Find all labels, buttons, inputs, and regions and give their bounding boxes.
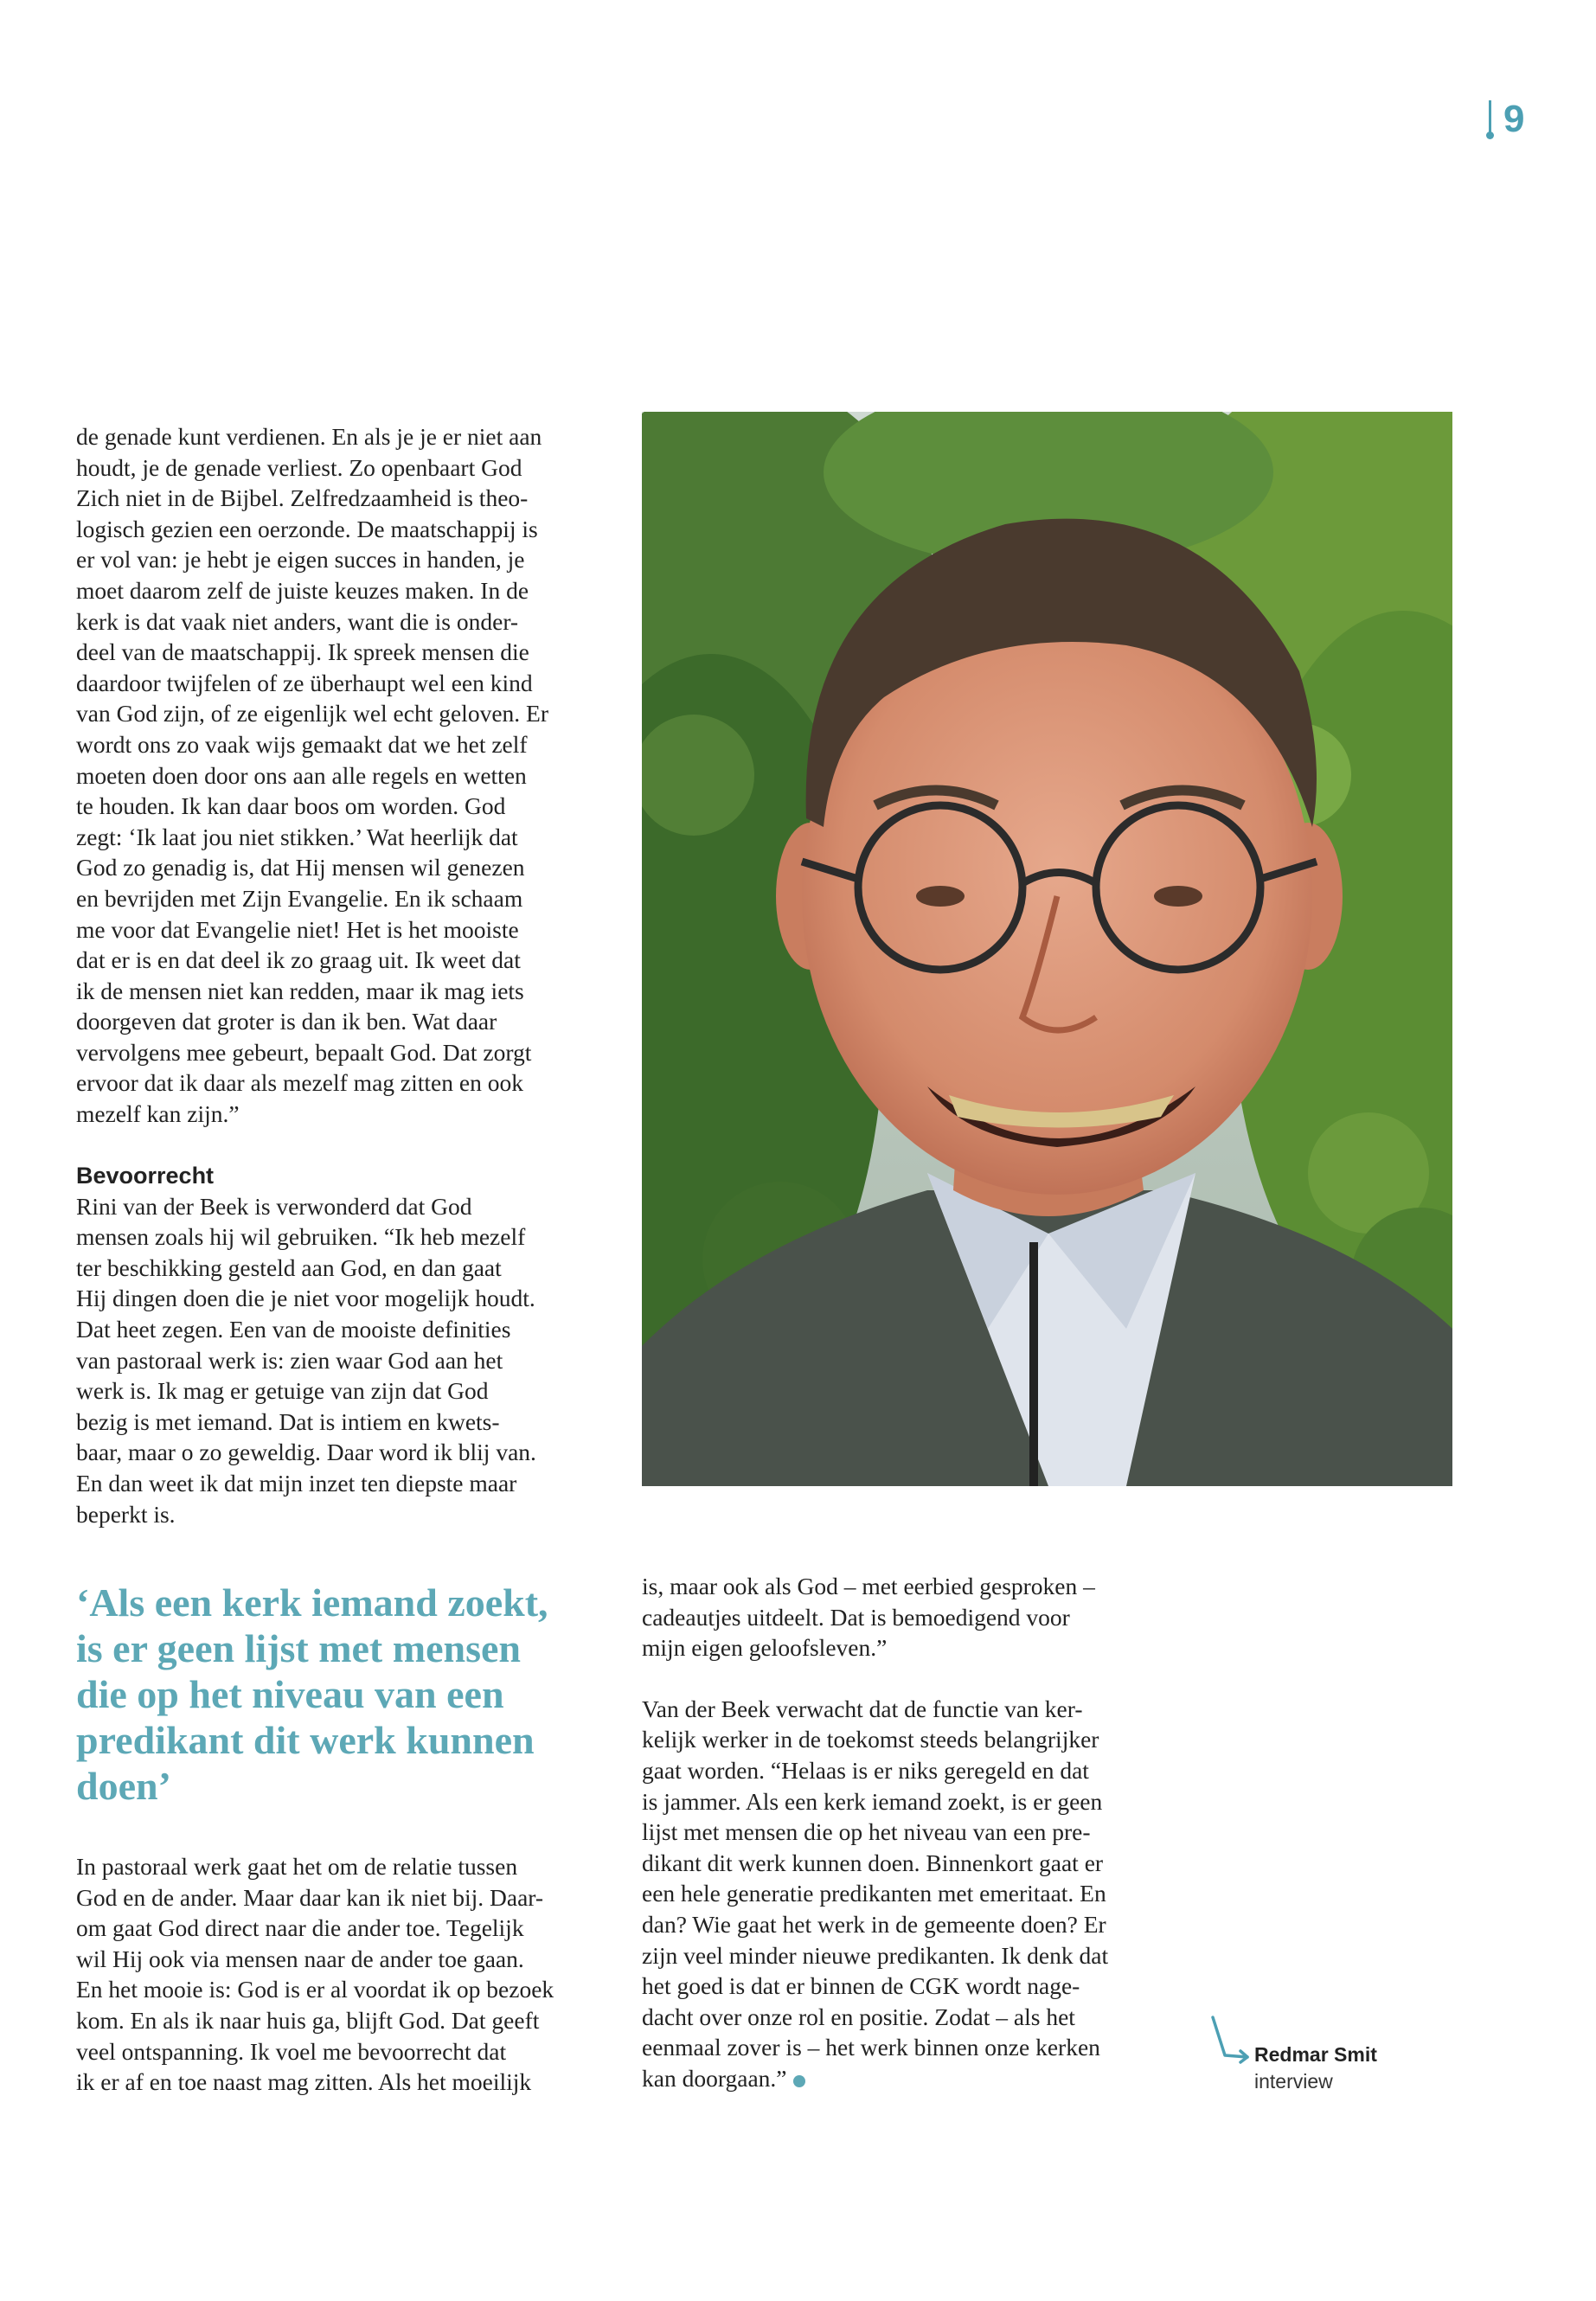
end-mark-icon [793, 2075, 805, 2087]
pull-quote: ‘Als een kerk iemand zoekt, is er geen lijst met mensen die op het niveau van een predikant dit werk kunnen doen’ [76, 1580, 548, 1808]
byline-author: Redmar Smit [1254, 2043, 1377, 2066]
section-subheading: Bevoorrecht [76, 1162, 215, 1189]
article-paragraph-text: Van der Beek verwacht dat de functie van ker- kelijk werker in de toekomst steeds belangrijker gaat worden. “Helaas is er niks geregeld en dat is jammer. Als een kerk iemand zoekt, is er geen lijst met mensen die op het niveau van een pre- dikant dit werk kunnen doen. Binnenkort gaat er een hele generatie predikanten met emeritaat. En dan? Wie gaat het werk in de gemeente doen? Er zijn veel minder nieuwe predikanten. Ik denk dat het goed is dat er binnen de CGK wordt nage- dacht over onze rol en positie. Zodat – als het eenmaal zover is – het werk binnen onze kerken kan doorgaan.” [642, 1695, 1109, 2092]
byline-arrow-icon [1209, 2016, 1251, 2064]
byline-role: interview [1254, 2070, 1333, 2093]
page-number-value: 9 [1503, 98, 1525, 140]
article-paragraph: In pastoraal werk gaat het om de relatie tussen God en de ander. Maar daar kan ik niet bij. Daar- om gaat God direct naar die ander toe. Tegelijk wil Hij ook via mensen naar de ander toe gaan. En het mooie is: God is er al voordat ik op bezoek kom. En als ik naar huis ga, blijft God. Dat geeft veel ontspanning. Ik voel me bevoorrecht dat ik er af en toe naast mag zitten. Als het moeilijk [76, 1853, 554, 2096]
article-column-left [76, 421, 612, 1529]
portrait-photo [642, 412, 1452, 1486]
byline [1209, 2016, 1469, 2093]
article-paragraph: is, maar ook als God – met eerbied gesproken – cadeautjes uitdeelt. Dat is bemoedigend voor mijn eigen geloofsleven.” [642, 1573, 1095, 1662]
portrait-illustration [642, 412, 1452, 1486]
article-paragraph: de genade kunt verdienen. En als je je er niet aan houdt, je de genade verliest. Zo openbaart God Zich niet in de Bijbel. Zelfredzaamheid is theo- logisch gezien een oerzonde. De maatschappij is er vol van: je hebt je eigen succes in handen, je moet daarom zelf de juiste keuzes maken. In de kerk is dat vaak niet anders, want die is onder- deel van de maatschappij. Ik spreek mensen die daardoor twijfelen of ze überhaupt wel een kind van God zijn, of ze eigenlijk wel echt geloven. Er wordt ons zo vaak wijs gemaakt dat we het zelf moeten doen door ons aan alle regels en wetten te houden. Ik kan daar boos om worden. God zegt: ‘Ik laat jou niet stikken.’ Wat heerlijk dat God zo genadig is, dat Hij mensen wil genezen en bevrijden met Zijn Evangelie. En ik schaam me voor dat Evangelie niet! Het is het mooiste dat er is en dat deel ik zo graag uit. Ik weet dat ik de mensen niet kan redden, maar ik mag iets doorgeven dat groter is dan ik ben. Wat daar vervolgens mee gebeurt, bepaalt God. Dat zorgt ervoor dat ik daar als mezelf mag zitten en ook mezelf kan zijn.” [76, 423, 548, 1128]
article-paragraph-last [642, 1694, 1178, 2094]
article-paragraph: Rini van der Beek is verwonderd dat God mensen zoals hij wil gebruiken. “Ik heb mezelf ter beschikking gesteld aan God, en dan gaat Hij dingen doen die je niet voor mogelijk houdt. Dat heet zegen. Een van de mooiste definities van pastoraal werk is: zien waar God aan het werk is. Ik mag er getuige van zijn dat God bezig is met iemand. Dat is intiem en kwets- baar, maar o zo geweldig. Daar word ik blij van. En dan weet ik dat mijn inzet ten diepste maar beperkt is. [76, 1192, 536, 1528]
article-column-right [642, 1571, 1178, 2094]
page-number [1486, 97, 1524, 142]
page-number-marker-icon [1486, 97, 1495, 142]
